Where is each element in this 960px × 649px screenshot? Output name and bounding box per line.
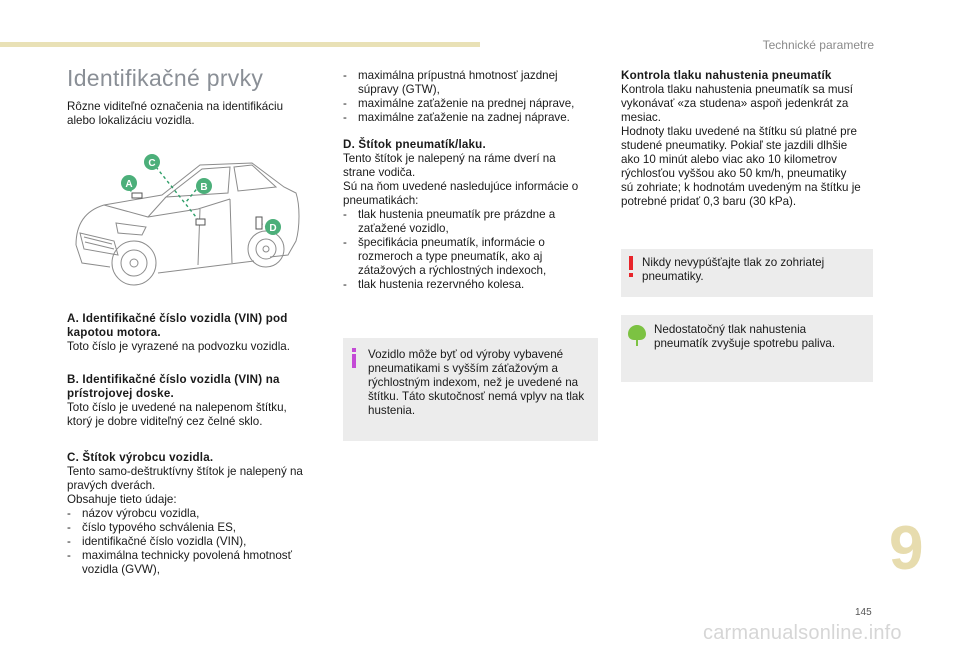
front-rim — [121, 250, 147, 276]
tire-pressure-text: studené pneumatiky. Pokiaľ ste jazdili dlhšie — [621, 139, 848, 152]
list-item: - tlak hustenia pneumatík pre prázdne a zaťažené vozidlo, — [343, 208, 598, 236]
rear-hub — [263, 246, 269, 252]
intro — [67, 100, 327, 128]
section-d — [343, 138, 598, 292]
warning-box — [621, 249, 873, 297]
front-bumper — [76, 245, 110, 267]
grille — [80, 233, 118, 255]
tire-pressure-text: ako 10 minút alebo viac ako 10 kilometrov — [621, 153, 837, 166]
grille-bars — [84, 237, 114, 249]
list-item: - maximálna technicky povolená hmotnosť vozidla (GVW), — [67, 549, 332, 577]
page-number: 145 — [855, 607, 872, 618]
list-item: - špecifikácia pneumatík, informácie o rozmeroch a type pneumatík, ako aj zátažových a rýchlostných indexoch, — [343, 236, 598, 278]
page-title: Identifikačné prvky — [67, 65, 264, 91]
section-d-title: D. Štítok pneumatík/laku. — [343, 138, 486, 151]
eco-box — [621, 315, 873, 382]
section-d-text: strane vodiča. — [343, 166, 416, 179]
tire-pressure-section — [621, 69, 881, 209]
section-d-text: pneumatikách: — [343, 194, 419, 207]
vin-plate-a — [132, 193, 142, 198]
list-item: - maximálne zaťaženie na zadnej náprave. — [343, 111, 598, 125]
rear-rim — [256, 239, 276, 259]
section-a-text: Toto číslo je vyrazené na podvozku vozidla. — [67, 340, 290, 353]
section-d-text: Tento štítok je nalepený na ráme dverí na — [343, 152, 556, 165]
list-item: - maximálna prípustná hmotnosť jazdnej súpravy (GTW), — [343, 69, 598, 97]
section-c-text: Obsahuje tieto údaje: — [67, 493, 177, 506]
header-band — [0, 42, 480, 47]
warning-text: Nikdy nevypúšťajte tlak zo zohriatej pneumatiky. — [642, 256, 825, 283]
front-wheel — [112, 241, 156, 285]
section-b-title: prístrojovej doske. — [67, 387, 174, 400]
section-b-text: ktorý je dobre viditeľný cez čelné sklo. — [67, 415, 263, 428]
info-icon — [349, 348, 359, 368]
label-c — [196, 219, 205, 225]
tire-pressure-title: Kontrola tlaku nahustenia pneumatík — [621, 69, 832, 82]
section-c-text: pravých dverách. — [67, 479, 156, 492]
list-item: - číslo typového schválenia ES, — [67, 521, 332, 535]
section-c-text: Tento samo-deštruktívny štítok je nalepený na — [67, 465, 303, 478]
beltline — [148, 199, 230, 217]
rear-wheel — [248, 231, 284, 267]
list-item: - identifikačné číslo vozidla (VIN), — [67, 535, 332, 549]
front-hub — [130, 259, 138, 267]
tire-pressure-text: mesiac. — [621, 111, 661, 124]
section-a — [67, 312, 327, 354]
tire-pressure-text: sú zohriate; k hodnotám uvedeným na štítku je — [621, 181, 861, 194]
section-c-list — [67, 507, 332, 577]
section-a-title: A. Identifikačné číslo vozidla (VIN) pod — [67, 312, 288, 325]
list-item: - maximálne zaťaženie na prednej náprave, — [343, 97, 598, 111]
chapter-number: 9 — [889, 514, 924, 583]
section-c-continued — [343, 69, 598, 125]
section-c — [67, 451, 332, 577]
section-c-list-continued — [343, 69, 598, 125]
intro-line: Rôzne viditeľné označenia na identifikáciu — [67, 100, 284, 113]
tire-pressure-text: Hodnoty tlaku uvedené na štítku sú platné pre — [621, 125, 857, 138]
door-lines — [198, 199, 232, 265]
marker-a-label: A — [125, 179, 133, 190]
intro-line: alebo lokalizáciu vozidla. — [67, 114, 195, 127]
list-item: - tlak hustenia rezervného kolesa. — [343, 278, 598, 292]
rear-window — [234, 165, 276, 191]
list-item: - názov výrobcu vozidla, — [67, 507, 332, 521]
section-b-title: B. Identifikačné číslo vozidla (VIN) na — [67, 373, 280, 386]
tire-pressure-text: rýchlosťou vyššou ako 50 km/h, pneumatiky — [621, 167, 847, 180]
eco-text: Nedostatočný tlak nahustenia pneumatík zvyšuje spotrebu paliva. — [654, 323, 836, 350]
section-c-title: C. Štítok výrobcu vozidla. — [67, 451, 214, 464]
leaf-icon — [626, 323, 648, 347]
marker-d-label: D — [269, 223, 277, 234]
car-illustration — [70, 145, 302, 295]
section-b — [67, 373, 327, 429]
section-b-text: Toto číslo je uvedené na nalepenom štítku, — [67, 401, 287, 414]
section-d-list — [343, 208, 598, 292]
tire-pressure-text: vykonávať «za studena» aspoň jedenkrát za — [621, 97, 849, 110]
marker-c-label: C — [148, 158, 156, 169]
label-d — [256, 217, 262, 229]
tire-pressure-text: potrebné pridať 0,3 baru (30 kPa). — [621, 195, 797, 208]
section-title: Technické parametre — [762, 38, 874, 52]
warning-icon — [626, 256, 636, 278]
watermark: carmanualsonline.info — [703, 622, 902, 644]
marker-b-label: B — [200, 182, 208, 193]
info-text: Vozidlo môže byť od výroby vybavené pneumatikami s vyšším záťažovým a rýchlostným indexom, než je uvedené na štítku. Táto skutočnosť nemá vplyv na tlak hustenia. — [368, 348, 585, 417]
section-d-text: Sú na ňom uvedené nasledujúce informácie o — [343, 180, 579, 193]
tire-pressure-text: Kontrola tlaku nahustenia pneumatík sa musí — [621, 83, 854, 96]
sill-line — [158, 261, 254, 273]
section-a-title: kapotou motora. — [67, 326, 161, 339]
info-box — [343, 338, 598, 441]
headlight — [116, 223, 146, 235]
